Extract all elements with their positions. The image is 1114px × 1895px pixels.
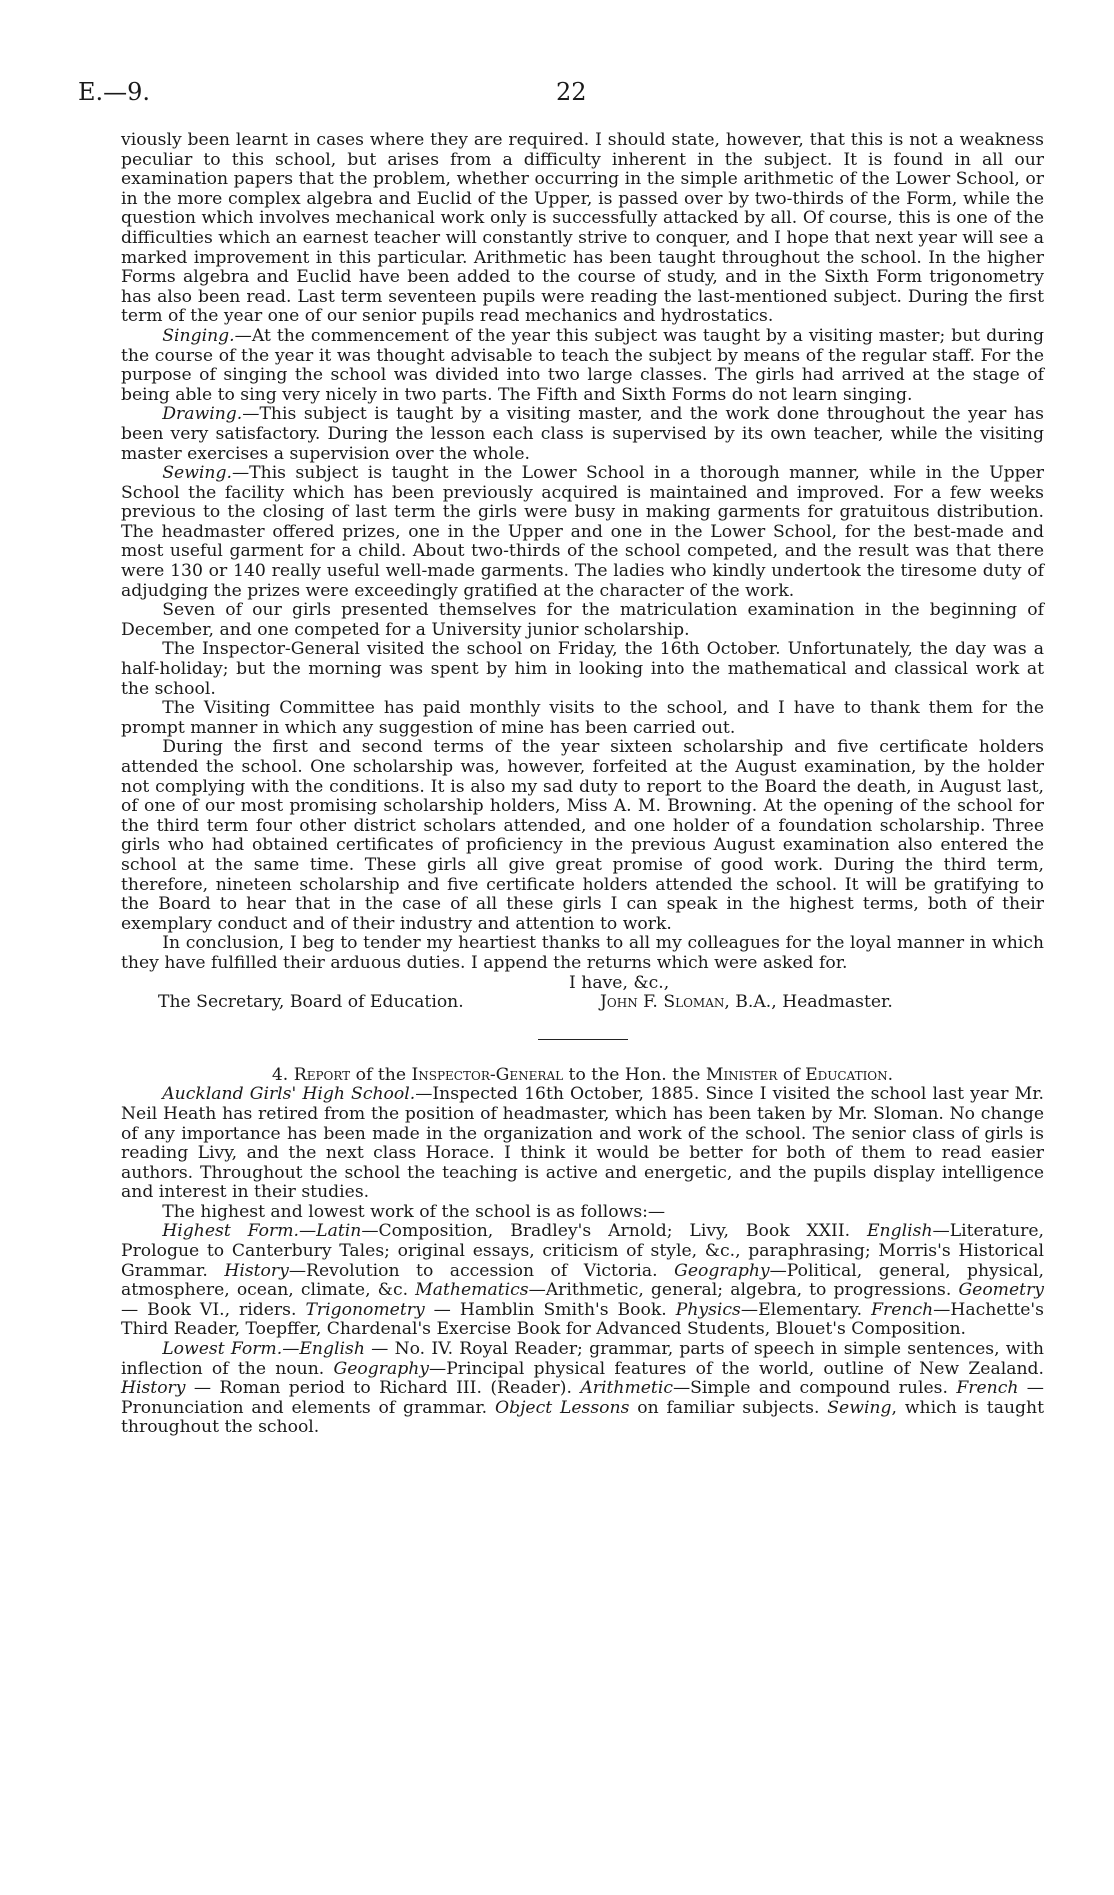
paragraph-highest-form [121, 1222, 1044, 1340]
signature [600, 993, 893, 1013]
trigonometry-heading: Trigonometry [305, 1299, 425, 1320]
english-text: —Literature, Prologue to Canterbury Tales; original essays, criticism of style, &c., paraphrasing; Morris's Historical Grammar. [121, 1221, 1044, 1281]
geography-text: —Political, general, physical, atmosphere, ocean, climate, &c. [121, 1260, 1044, 1301]
lf-object-lessons-text: on familiar subjects. [629, 1397, 828, 1418]
paragraph-lowest-form [121, 1340, 1044, 1438]
lf-english-heading: —English [282, 1339, 365, 1360]
geometry-text: — Book VI., riders. [121, 1299, 306, 1320]
physics-text: —Elementary. [740, 1299, 872, 1320]
lf-arithmetic-heading: Arithmetic [580, 1378, 673, 1399]
page-body [121, 131, 1044, 1438]
closing-salutation: I have, &c., [569, 972, 670, 993]
history-text: —Revolution to accession of Victoria. [288, 1260, 675, 1281]
history-heading: History [224, 1260, 289, 1281]
lf-english-text: — No. IV. Royal Reader; grammar, parts of speech in simple sentences, with inflection of the noun. [121, 1339, 1044, 1379]
title-word-education: Education [805, 1064, 888, 1085]
sewing-heading: Sewing. [162, 463, 232, 484]
geometry-heading: Geometry [958, 1280, 1044, 1301]
school-heading: Auckland Girls' High School. [162, 1084, 416, 1105]
mathematics-heading: Mathematics [415, 1280, 529, 1301]
lf-french-text: — Pronunciation and elements of grammar. [121, 1378, 1044, 1418]
trigonometry-text: — Hamblin Smith's Book. [424, 1299, 676, 1320]
lf-geography-heading: Geography [333, 1358, 430, 1379]
page-number: 22 [556, 78, 587, 106]
english-heading: English [867, 1221, 933, 1242]
signature-title: , B.A., Headmaster. [724, 992, 893, 1013]
addressee: The Secretary, Board of Education. [158, 992, 464, 1013]
drawing-heading: Drawing. [162, 404, 243, 425]
lf-geography-text: —Principal physical features of the world, outline of New Zealand. [429, 1358, 1044, 1379]
paragraph-scholarships: During the first and second terms of the year sixteen scholarship and five certificate holders attended the school. One scholarship was, however, forfeited at the August examination, by the holder not complying with the conditions. It is also my sad duty to report to the Board the death, in August last, of one of our most promising scholarship holders, Miss A. M. Browning. At the opening of the school for the third term four other district scholars attended, and one holder of a foundation scholarship. Three girls who had obtained certificates of proficiency in the previous August examination also entered the school at the same time. These girls all give great promise of good work. During the third term, therefore, nineteen scholarship and five certificate holders attended the school. It will be gratifying to the Board to hear that in the case of all these girls I can speak in the highest terms, both of their exemplary conduct and of their industry and attention to work. [121, 737, 1044, 934]
paragraph-matriculation: Seven of our girls presented themselves for the matriculation examination in the beginning of December, and one competed for a University junior scholarship. [121, 600, 1044, 640]
title-end: . [887, 1064, 894, 1085]
paragraph-school-inspection [121, 1085, 1044, 1203]
closing-row [121, 974, 1044, 994]
paragraph-drawing [121, 405, 1044, 464]
singing-text: —At the commencement of the year this subject was taught by a visiting master; but during the course of the year it was thought advisable to teach the subject by means of the regular staff. For the purpose of singing the school was divided into two large classes. The girls had arrived at the stage of being able to sing very nicely in two parts. The Fifth and Sixth Forms do not learn singing. [121, 325, 1044, 405]
paragraph-highest-lowest: The highest and lowest work of the school is as follows:— [162, 1201, 666, 1222]
paragraph-singing [121, 327, 1044, 405]
title-word-of-2: of [777, 1064, 806, 1085]
geography-heading: Geography [674, 1260, 770, 1281]
lowest-form-heading: Lowest Form. [162, 1339, 283, 1360]
paragraph-sewing [121, 464, 1044, 601]
title-word-to-the-hon: to the Hon. the [563, 1064, 706, 1085]
french-text: —Hachette's Third Reader, Toepffer, Chardenal's Exercise Book for Advanced Students, Blouet's Composition. [121, 1299, 1044, 1340]
mathematics-text: —Arithmetic, general; algebra, to progressions. [528, 1280, 959, 1301]
sewing-text: —This subject is taught in the Lower School in a thorough manner, while in the Upper School the facility which has been previously acquired is maintained and improved. For a few weeks previous to the closing of last term the girls were busy in making garments for gratuitous distribution. The headmaster offered prizes, one in the Upper and one in the Lower School, for the best-made and most useful garment for a child. About two-thirds of the school competed, and the result was that there were 130 or 140 really useful well-made garments. The ladies who kindly undertook the tiresome duty of adjudging the prizes were exceedingly gratified at the character of the work. [121, 463, 1044, 601]
physics-heading: Physics [675, 1299, 741, 1320]
french-heading: French [871, 1299, 934, 1320]
paragraph-mathematics: viously been learnt in cases where they are required. I should state, however, that this is not a weakness peculiar to this school, but arises from a difficulty inherent in the subject. It is found in all our examination papers that the problem, whether occurring in the simple arithmetic of the Lower School, or in the more complex algebra and Euclid of the Upper, is passed over by two-thirds of the Form, while the question which involves mechanical work only is successfully attacked by all. Of course, this is one of the difficulties which an earnest teacher will constantly strive to conquer, and I hope that next year will see a marked improvement in this particular. Arithmetic has been taught throughout the school. In the higher Forms algebra and Euclid have been added to the course of study, and in the Sixth Form trigonometry has also been read. Last term seventeen pupils were reading the last-mentioned subject. During the first term of the year one of our senior pupils read mechanics and hydrostatics. [121, 130, 1044, 327]
drawing-text: —This subject is taught by a visiting master, and the work done throughout the year has been very satisfactory. During the lesson each class is supervised by its own teacher, while the visiting master exercises a supervision over the whole. [121, 404, 1044, 464]
latin-text: —Composition, Bradley's Arnold; Livy, Book XXII. [361, 1221, 868, 1242]
section-divider [538, 1039, 628, 1040]
lf-sewing-heading: Sewing [827, 1397, 892, 1418]
lf-object-lessons-heading: Object Lessons [494, 1397, 630, 1418]
title-word-minister: Minister [705, 1064, 778, 1085]
lf-arithmetic-text: —Simple and compound rules. [672, 1378, 957, 1399]
signature-name: John F. Sloman [600, 992, 725, 1013]
lf-history-heading: History [121, 1378, 186, 1399]
latin-heading: —Latin [298, 1221, 362, 1242]
paragraph-conclusion: In conclusion, I beg to tender my heartiest thanks to all my colleagues for the loyal manner in which they have fulfilled their arduous duties. I append the returns which were asked for. [121, 933, 1044, 973]
title-word-inspector-general: Inspector-General [411, 1064, 564, 1085]
section-title [121, 1066, 1044, 1086]
title-word-report: Report [293, 1064, 351, 1085]
paragraph-inspector-visit: The Inspector-General visited the school on Friday, the 16th October. Unfortunately, the day was a half-holiday; but the morning was spent by him in looking into the mathematical and classical work at the school. [121, 639, 1044, 699]
school-text: —Inspected 16th October, 1885. Since I visited the school last year Mr. Neil Heath has retired from the position of headmaster, which has been taken by Mr. Sloman. No change of any importance has been made in the organization and work of the school. The senior class of girls is reading Livy, and the next class Horace. I think it would be better for both of them to read easier authors. Throughout the school the teaching is active and energetic, and the pupils display intelligence and interest in their studies. [121, 1084, 1044, 1203]
lf-sewing-text: , which is taught throughout the school. [121, 1397, 1044, 1438]
highest-form-heading: Highest Form. [162, 1221, 299, 1242]
section-number: 4. [271, 1064, 289, 1085]
signature-row [121, 993, 1044, 1013]
lf-french-heading: French [956, 1378, 1019, 1399]
title-word-of: of the [350, 1064, 412, 1085]
singing-heading: Singing. [162, 325, 235, 346]
document-reference: E.—9. [78, 78, 151, 106]
lf-history-text: — Roman period to Richard III. (Reader). [185, 1378, 581, 1399]
paragraph-visiting-committee: The Visiting Committee has paid monthly visits to the school, and I have to thank them for the prompt manner in which any suggestion of mine has been carried out. [121, 698, 1044, 738]
